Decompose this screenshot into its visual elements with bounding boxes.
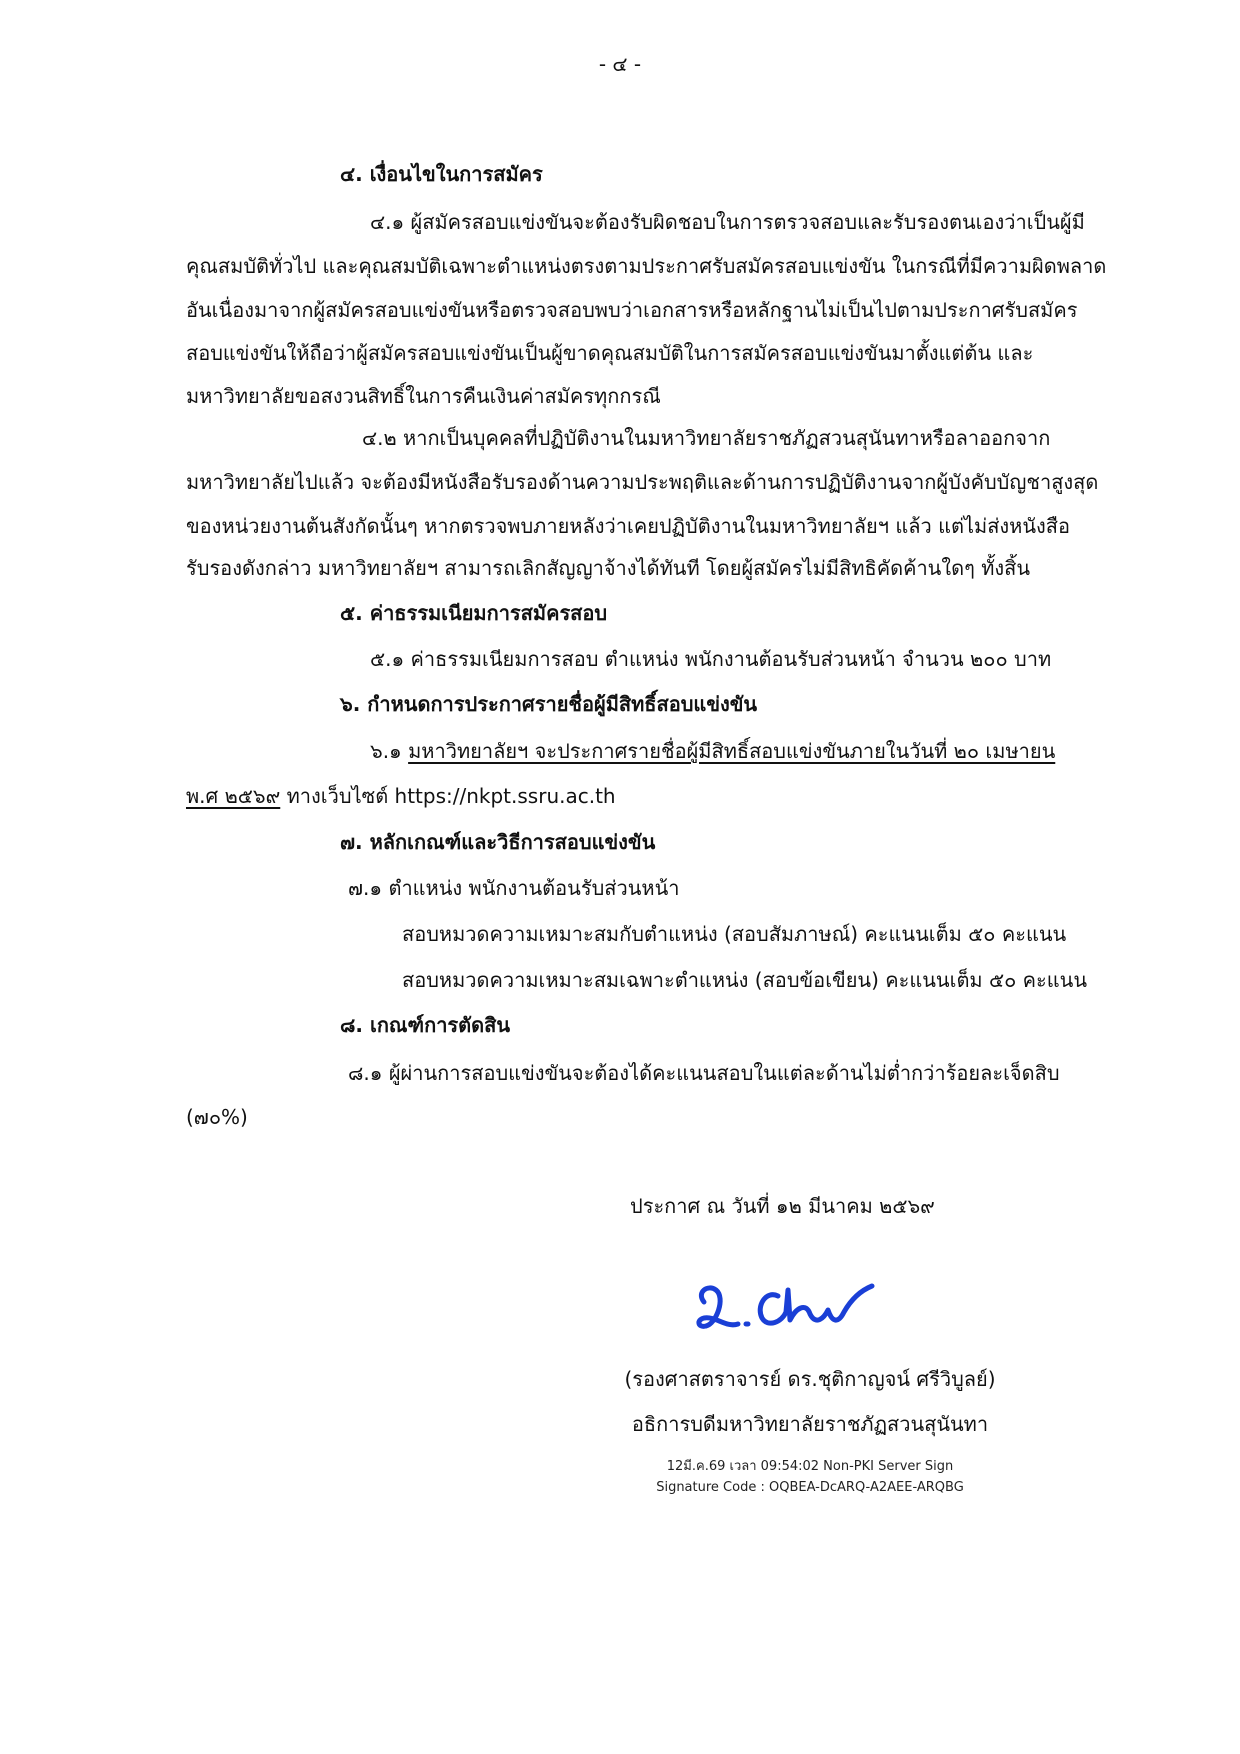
section-5-heading: ๕. ค่าธรรมเนียมการสมัครสอบ <box>340 601 608 625</box>
announcement-date-text: มหาวิทยาลัยฯ จะประกาศรายชื่อผู้มีสิทธิ์สอบแข่งขันภายในวันที่ ๒๐ เมษายน <box>408 739 1056 763</box>
section-7-1-item-1: สอบหมวดความเหมาะสมกับตำแหน่ง (สอบสัมภาษณ์) คะแนนเต็ม ๕๐ คะแนน <box>402 922 1067 946</box>
website-text: ทางเว็บไซต์ https://nkpt.ssru.ac.th <box>280 784 616 808</box>
section-7-heading: ๗. หลักเกณฑ์และวิธีการสอบแข่งขัน <box>340 830 656 854</box>
section-4-2-line-4: รับรองดังกล่าว มหาวิทยาลัยฯ สามารถเลิกสัญญาจ้างได้ทันที โดยผู้สมัครไม่มีสิทธิคัดค้านใดๆ ทั้งสิ้น <box>186 556 1031 580</box>
section-6-1-prefix: ๖.๑ <box>370 739 409 763</box>
section-4-1-line-2: คุณสมบัติทั่วไป และคุณสมบัติเฉพาะตำแหน่งตรงตามประกาศรับสมัครสอบแข่งขัน ในกรณีที่มีความผิดพลาด <box>186 254 1107 278</box>
section-5-1: ๕.๑ ค่าธรรมเนียมการสอบ ตำแหน่ง พนักงานต้อนรับส่วนหน้า จำนวน ๒๐๐ บาท <box>370 647 1052 671</box>
section-4-2-line-1: ๔.๒ หากเป็นบุคคลที่ปฏิบัติงานในมหาวิทยาลัยราชภัฏสวนสุนันทาหรือลาออกจาก <box>362 426 1051 450</box>
section-4-2-line-2: มหาวิทยาลัยไปแล้ว จะต้องมีหนังสือรับรองด้านความประพฤติและด้านการปฏิบัติงานจากผู้บังคับบัญชาสูงสุด <box>186 470 1099 494</box>
section-7-1: ๗.๑ ตำแหน่ง พนักงานต้อนรับส่วนหน้า <box>348 876 680 900</box>
section-4-1-line-1: ๔.๑ ผู้สมัครสอบแข่งขันจะต้องรับผิดชอบในการตรวจสอบและรับรองตนเองว่าเป็นผู้มี <box>370 210 1085 234</box>
sign-timestamp: 12มี.ค.69 เวลา 09:54:02 Non-PKI Server Sign <box>666 1459 954 1474</box>
section-6-1-line-1 <box>370 737 1055 765</box>
handwritten-signature <box>686 1262 886 1346</box>
section-4-1-line-4: สอบแข่งขันให้ถือว่าผู้สมัครสอบแข่งขันเป็นผู้ขาดคุณสมบัติในการสมัครสอบแข่งขันมาตั้งแต่ต้น และ <box>186 341 1034 365</box>
announcement-date: ประกาศ ณ วันที่ ๑๒ มีนาคม ๒๕๖๙ <box>630 1194 935 1218</box>
section-7-1-item-2: สอบหมวดความเหมาะสมเฉพาะตำแหน่ง (สอบข้อเขียน) คะแนนเต็ม ๕๐ คะแนน <box>402 968 1088 992</box>
section-4-2-line-3: ของหน่วยงานต้นสังกัดนั้นๆ หากตรวจพบภายหลังว่าเคยปฏิบัติงานในมหาวิทยาลัยฯ แล้ว แต่ไม่ส่งหนังสือ <box>186 514 1071 538</box>
section-4-heading: ๔. เงื่อนไขในการสมัคร <box>340 162 543 186</box>
signature-code: Signature Code : OQBEA-DcARQ-A2AEE-ARQBG <box>656 1480 964 1495</box>
signatory-name: (รองศาสตราจารย์ ดร.ชุติกาญจน์ ศรีวิบูลย์) <box>624 1367 996 1391</box>
section-8-1-line-1: ๘.๑ ผู้ผ่านการสอบแข่งขันจะต้องได้คะแนนสอบในแต่ละด้านไม่ต่ำกว่าร้อยละเจ็ดสิบ <box>348 1061 1060 1085</box>
announcement-year: พ.ศ ๒๕๖๙ <box>186 784 281 808</box>
section-4-1-line-5: มหาวิทยาลัยขอสงวนสิทธิ์ในการคืนเงินค่าสมัครทุกกรณี <box>186 384 661 408</box>
page-number: - ๔ - <box>598 52 642 76</box>
section-8-1-line-2: (๗๐%) <box>186 1105 248 1129</box>
section-6-1-line-2 <box>186 782 616 810</box>
section-8-heading: ๘. เกณฑ์การตัดสิน <box>340 1013 511 1037</box>
section-6-heading: ๖. กำหนดการประกาศรายชื่อผู้มีสิทธิ์สอบแข่งขัน <box>340 692 758 716</box>
section-4-1-line-3: อันเนื่องมาจากผู้สมัครสอบแข่งขันหรือตรวจสอบพบว่าเอกสารหรือหลักฐานไม่เป็นไปตามประกาศรับสมัคร <box>186 298 1078 322</box>
signatory-position: อธิการบดีมหาวิทยาลัยราชภัฏสวนสุนันทา <box>631 1412 989 1436</box>
